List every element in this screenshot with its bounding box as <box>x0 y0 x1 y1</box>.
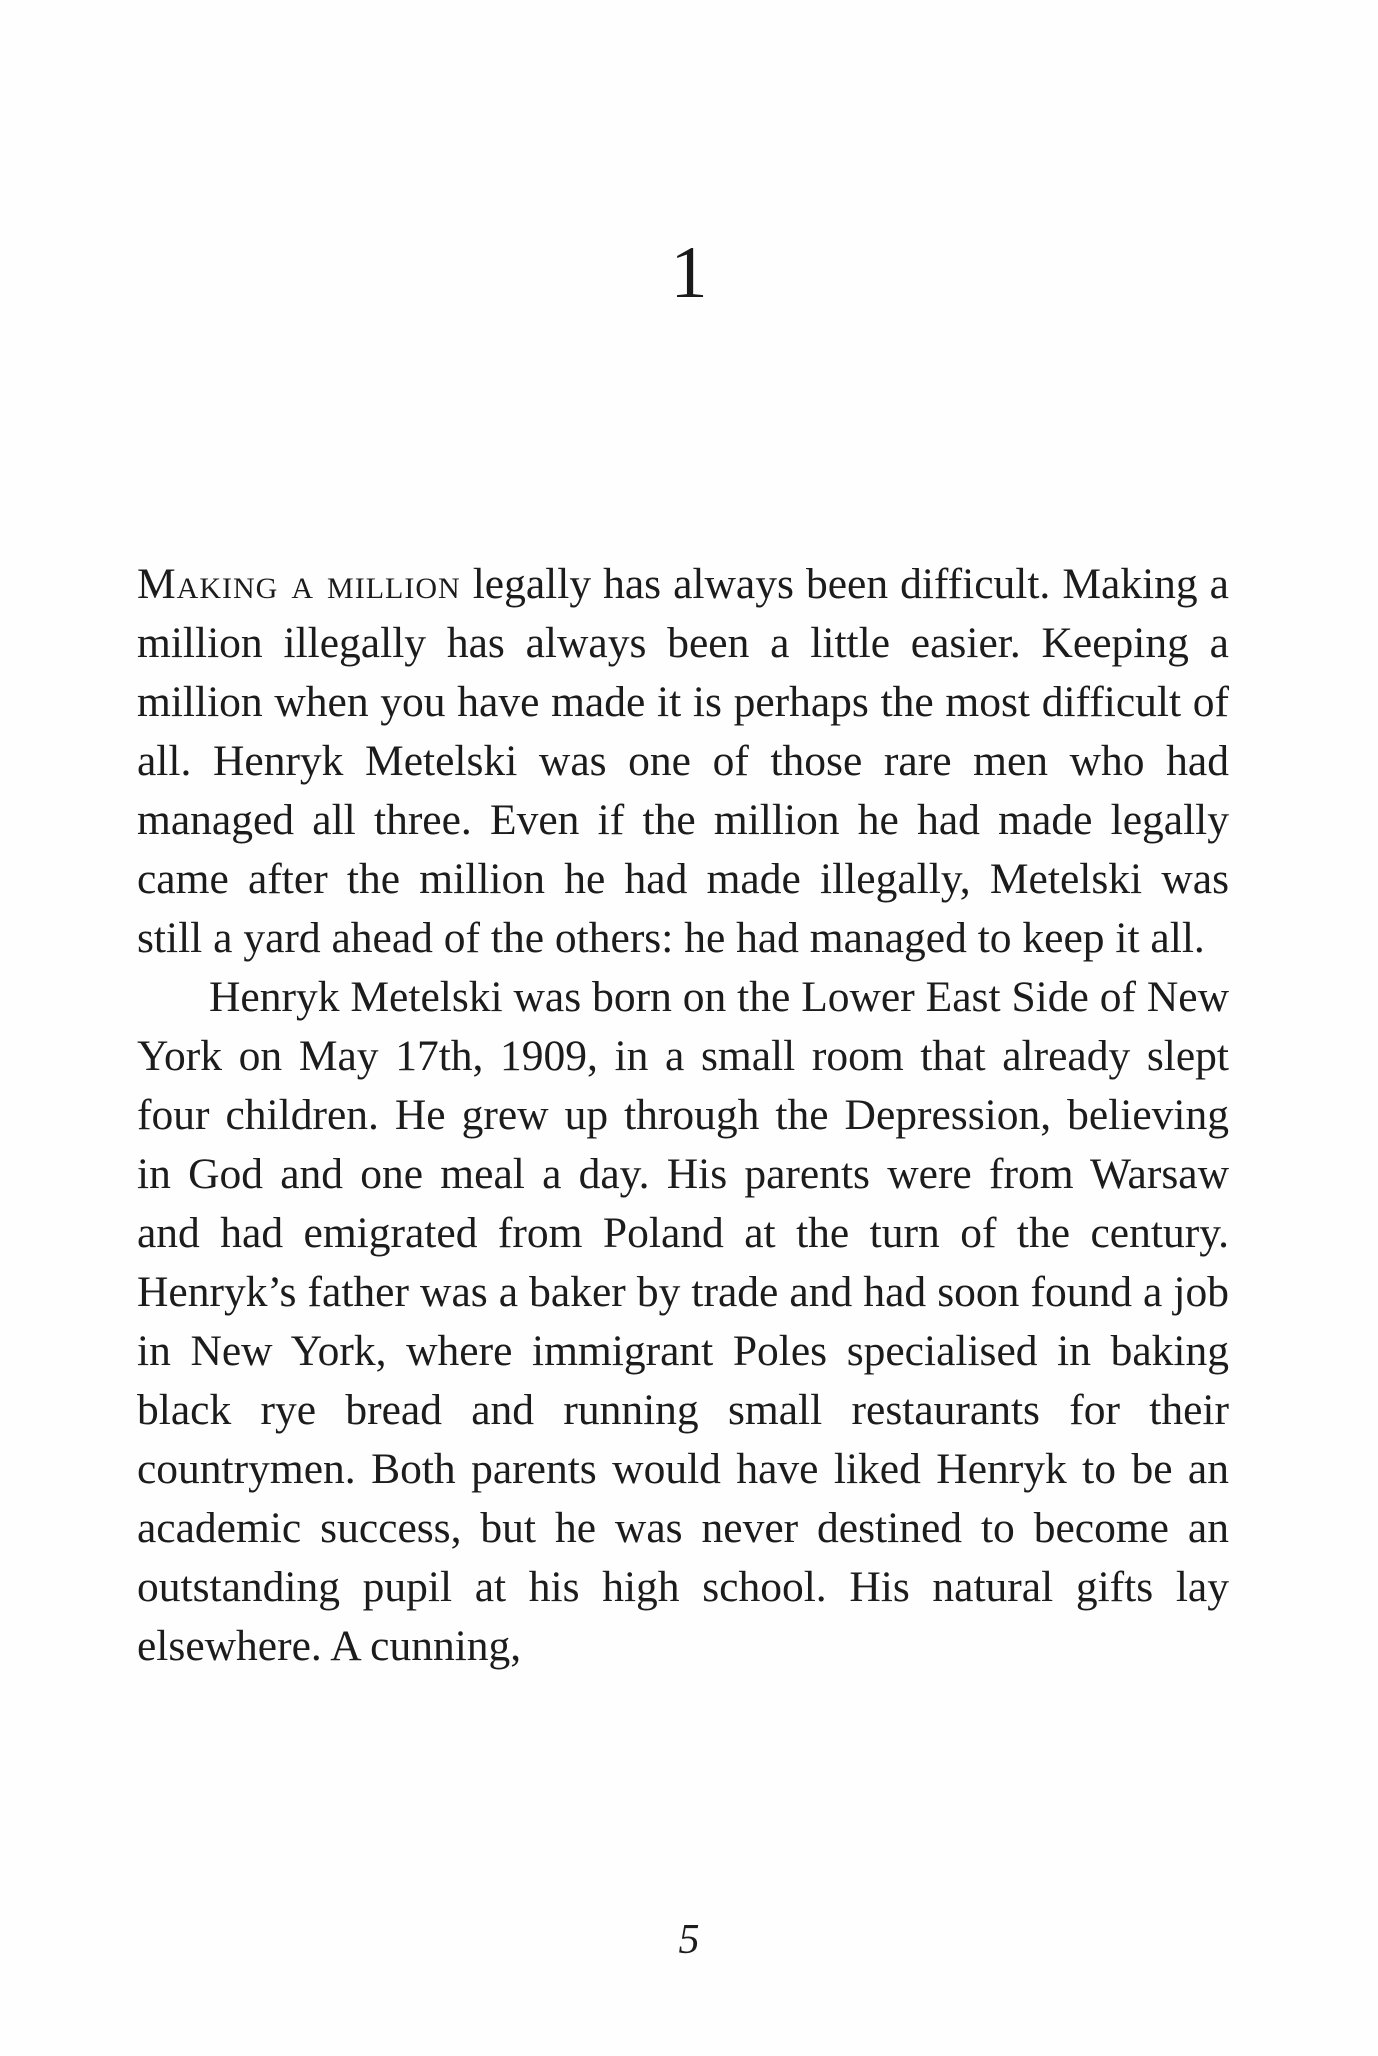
chapter-number: 1 <box>670 232 708 314</box>
paragraph-2 <box>137 968 1229 1676</box>
body-text <box>137 555 1229 1676</box>
paragraph-2-text: Henryk Metelski was born on the Lower East Side of New York on May 17th, 1909, in a small room that already slept four children. He grew up through the Depression, believing in God and one meal a day. His parents were from Warsaw and had emigrated from Poland at the turn of the century. Henryk’s father was a baker by trade and had soon found a job in New York, where immigrant Poles specialised in baking black rye bread and running small restaurants for their countrymen. Both parents would have liked Henryk to be an academic success, but he was never destined to become an outstanding pupil at his high school. His natural gifts lay elsewhere. A cunning, <box>137 973 1229 1670</box>
paragraph-1 <box>137 555 1229 968</box>
page-number: 5 <box>678 1917 700 1963</box>
paragraph-1-text: legally has always been difficult. Making a million illegally has always been a little easier. Keeping a million when you have made it is perhaps the most difficult of all. Henryk Metelski was one of those rare men who had managed all three. Even if the million he had made legally came after the million he had made illegally, Metelski was still a yard ahead of the others: he had managed to keep it all. <box>137 560 1229 962</box>
opening-small-caps: Making a million <box>137 560 461 608</box>
